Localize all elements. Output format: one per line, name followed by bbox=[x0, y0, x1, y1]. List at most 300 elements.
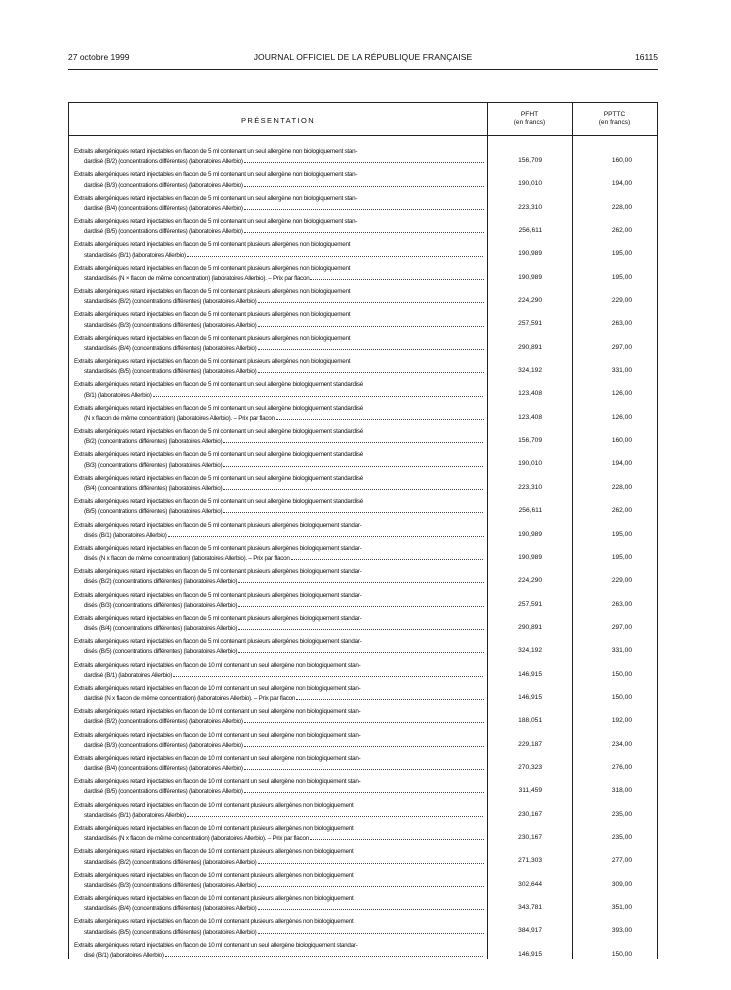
table-row bbox=[69, 661, 657, 684]
table-row bbox=[69, 170, 657, 193]
row-description-line1: Extraits allergéniques retard injectables en flacon de 5 ml contenant plusieurs allergènes non biologiquement bbox=[74, 334, 351, 342]
row-description-line2 bbox=[84, 460, 484, 470]
row-description-line2 bbox=[84, 273, 484, 283]
row-description bbox=[74, 217, 484, 236]
row-description-line2 bbox=[84, 857, 484, 867]
leader-dots bbox=[238, 646, 484, 653]
row-description-line1: Extraits allergéniques retard injectables en flacon de 10 ml contenant un seul allergène non biologiquement stan- bbox=[74, 661, 361, 669]
table-row bbox=[69, 941, 657, 964]
row-description-line2-text: (B/5) (concentrations différentes) (laboratoires Allerbio) bbox=[84, 508, 223, 516]
row-description-line1: Extraits allergéniques retard injectables en flacon de 10 ml contenant plusieurs allergènes non biologiquement bbox=[74, 918, 354, 926]
row-description-line2-wrap bbox=[84, 156, 484, 166]
row-ppttc-value: 160,00 bbox=[611, 437, 632, 445]
table-row bbox=[69, 637, 657, 660]
row-description-line1: Extraits allergéniques retard injectables en flacon de 10 ml contenant un seul allergène non biologiquement stan- bbox=[74, 778, 361, 786]
table-row bbox=[69, 380, 657, 403]
row-ppttc-value: 235,00 bbox=[611, 810, 632, 818]
row-description-line1: Extraits allergéniques retard injectables en flacon de 5 ml contenant plusieurs allergènes non biologiquement bbox=[74, 241, 351, 249]
row-description-line2 bbox=[84, 576, 484, 586]
leader-dots bbox=[153, 390, 484, 397]
row-description-line2-wrap bbox=[84, 600, 484, 610]
row-description-line2-wrap bbox=[84, 576, 484, 586]
row-ppttc-value: 150,00 bbox=[611, 670, 632, 678]
row-pfht-value: 256,611 bbox=[518, 227, 542, 235]
row-description-line1: Extraits allergéniques retard injectables en flacon de 5 ml contenant plusieurs allergènes biologiquement standar- bbox=[74, 591, 362, 599]
row-pfht-value: 190,989 bbox=[518, 553, 542, 561]
header-pfht-label: PFHT bbox=[520, 111, 539, 118]
row-description-line2-wrap bbox=[84, 483, 484, 493]
row-description-line2-wrap bbox=[84, 646, 484, 656]
table-row bbox=[69, 614, 657, 637]
leader-dots bbox=[244, 203, 484, 210]
row-description-line2 bbox=[84, 903, 484, 913]
row-description-line2 bbox=[84, 786, 484, 796]
row-description-line2-text: standardisés (N x flacon de même concentration) (laboratoires Allerbio). – Prix par flacon bbox=[84, 835, 309, 843]
row-description-line1: Extraits allergéniques retard injectables en flacon de 5 ml contenant un seul allergène biologiquement standardisé bbox=[74, 381, 363, 389]
row-ppttc-value: 195,00 bbox=[611, 530, 632, 538]
row-ppttc-value: 126,00 bbox=[611, 390, 632, 398]
table-row bbox=[69, 334, 657, 357]
row-pfht-value: 146,915 bbox=[518, 950, 542, 958]
row-description-line2-text: standardisés (B/5) (concentrations différentes) (laboratoires Allerbio) bbox=[84, 928, 257, 936]
row-description-line2 bbox=[84, 156, 484, 166]
row-description bbox=[74, 777, 484, 796]
row-ppttc-value: 262,00 bbox=[611, 507, 632, 515]
row-description-line2-text: dardisé (B/5) (concentrations différentes) (laboratoires Allerbio) bbox=[84, 788, 243, 796]
row-description-line2-wrap bbox=[84, 857, 484, 867]
row-description-line2-wrap bbox=[84, 763, 484, 773]
row-description bbox=[74, 287, 484, 306]
row-description-line2-text: disés (B/1) (laboratoires Allerbio) bbox=[84, 531, 167, 539]
row-ppttc-value: 234,00 bbox=[611, 740, 632, 748]
row-description-line2 bbox=[84, 623, 484, 633]
row-description-line2-text: dardisé (B/4) (concentrations différentes) (laboratoires Allerbio) bbox=[84, 765, 243, 773]
row-description-line1: Extraits allergéniques retard injectables en flacon de 5 ml contenant plusieurs allergènes non biologiquement bbox=[74, 264, 351, 272]
row-description bbox=[74, 754, 484, 773]
row-description bbox=[74, 591, 484, 610]
row-pfht-value: 223,310 bbox=[518, 203, 542, 211]
table-row bbox=[69, 497, 657, 520]
header-journal-title: JOURNAL OFFICIEL DE LA RÉPUBLIQUE FRANÇAISE bbox=[253, 52, 473, 62]
row-description bbox=[74, 521, 484, 540]
row-pfht-value: 146,915 bbox=[518, 693, 542, 701]
table-row bbox=[69, 310, 657, 333]
row-description-line1: Extraits allergéniques retard injectables en flacon de 5 ml contenant plusieurs allergènes non biologiquement bbox=[74, 288, 351, 296]
row-description-line2-text: disés (B/5) (concentrations différentes) (laboratoires Allerbio) bbox=[84, 648, 238, 656]
leader-dots bbox=[244, 786, 484, 793]
row-description-line2 bbox=[84, 530, 484, 540]
leader-dots bbox=[168, 530, 484, 537]
header-page-number: 16115 bbox=[634, 52, 658, 62]
row-description-line2-wrap bbox=[84, 740, 484, 750]
row-description-line2-wrap bbox=[84, 320, 484, 330]
row-description bbox=[74, 474, 484, 493]
row-description-line2-text: standardisés (B/4) (concentrations différentes) (laboratoires Allerbio) bbox=[84, 905, 257, 913]
row-ppttc-value: 229,00 bbox=[611, 297, 632, 305]
table-row bbox=[69, 357, 657, 380]
leader-dots bbox=[258, 343, 484, 350]
leader-dots bbox=[223, 483, 484, 490]
row-description-line2 bbox=[84, 833, 484, 843]
row-description-line1: Extraits allergéniques retard injectables en flacon de 5 ml contenant un seul allergène non biologiquement stan- bbox=[74, 194, 358, 202]
leader-dots bbox=[291, 553, 484, 560]
row-description bbox=[74, 450, 484, 469]
row-ppttc-value: 228,00 bbox=[611, 203, 632, 211]
row-description-line2-wrap bbox=[84, 530, 484, 540]
table-row bbox=[69, 684, 657, 707]
table-row bbox=[69, 450, 657, 473]
row-description-line2 bbox=[84, 927, 484, 937]
table-row bbox=[69, 707, 657, 730]
row-pfht-value: 311,459 bbox=[518, 787, 542, 795]
row-description-line2 bbox=[84, 413, 484, 423]
row-pfht-value: 123,408 bbox=[518, 413, 542, 421]
row-description-line1: Extraits allergéniques retard injectables en flacon de 10 ml contenant plusieurs allergènes non biologiquement bbox=[74, 895, 354, 902]
row-pfht-value: 257,591 bbox=[518, 600, 542, 608]
row-pfht-value: 229,187 bbox=[518, 740, 542, 748]
row-pfht-value: 270,323 bbox=[518, 763, 542, 771]
row-pfht-value: 384,917 bbox=[518, 927, 542, 935]
row-description-line2-text: dardisé (B/3) (concentrations différentes) (laboratoires Allerbio) bbox=[84, 741, 243, 749]
leader-dots bbox=[238, 600, 484, 607]
table-row bbox=[69, 591, 657, 614]
row-pfht-value: 146,915 bbox=[518, 670, 542, 678]
leader-dots bbox=[244, 226, 484, 233]
row-description bbox=[74, 917, 484, 936]
row-ppttc-value: 318,00 bbox=[611, 787, 632, 795]
row-ppttc-value: 351,00 bbox=[611, 904, 632, 911]
leader-dots bbox=[223, 460, 484, 467]
row-ppttc-value: 195,00 bbox=[611, 553, 632, 561]
row-pfht-value: 190,989 bbox=[518, 250, 542, 258]
leader-dots bbox=[258, 880, 484, 887]
price-table bbox=[68, 102, 658, 959]
header-pfht bbox=[487, 111, 572, 127]
row-description-line1: Extraits allergéniques retard injectables en flacon de 10 ml contenant un seul allergène non biologiquement stan- bbox=[74, 684, 361, 692]
row-description-line2-wrap bbox=[84, 413, 484, 423]
header-date: 27 octobre 1999 bbox=[68, 52, 130, 62]
row-pfht-value: 256,611 bbox=[518, 507, 542, 515]
row-description-line1: Extraits allergéniques retard injectables en flacon de 5 ml contenant un seul allergène non biologiquement stan- bbox=[74, 148, 358, 155]
row-description-line2-wrap bbox=[84, 226, 484, 236]
row-description-line1: Extraits allergéniques retard injectables en flacon de 5 ml contenant un seul allergène non biologiquement stan- bbox=[74, 218, 358, 226]
row-description-line2 bbox=[84, 646, 484, 656]
row-pfht-value: 302,644 bbox=[518, 880, 542, 888]
row-description-line2 bbox=[84, 506, 484, 516]
row-ppttc-value: 160,00 bbox=[611, 157, 632, 164]
header-ppttc bbox=[572, 111, 657, 127]
row-ppttc-value: 263,00 bbox=[611, 600, 632, 608]
row-description-line2 bbox=[84, 296, 484, 306]
row-description bbox=[74, 170, 484, 189]
row-description-line2-wrap bbox=[84, 623, 484, 633]
row-description bbox=[74, 147, 484, 166]
row-description-line2-text: standardisés (B/1) (laboratoires Allerbio) bbox=[84, 811, 186, 819]
row-description-line2-text: standardisés (B/3) (concentrations différentes) (laboratoires Allerbio) bbox=[84, 321, 257, 329]
row-description bbox=[74, 707, 484, 726]
header-pfht-unit: (en francs) bbox=[513, 119, 546, 126]
row-description-line2 bbox=[84, 693, 484, 703]
table-row bbox=[69, 801, 657, 824]
row-description-line2-text: dardisé (B/1) (laboratoires Allerbio) bbox=[84, 671, 173, 679]
row-description-line2-text: (B/3) (concentrations différentes) (laboratoires Allerbio) bbox=[84, 461, 223, 469]
leader-dots bbox=[165, 950, 484, 957]
leader-dots bbox=[258, 857, 484, 864]
leader-dots bbox=[244, 740, 484, 747]
row-ppttc-value: 297,00 bbox=[611, 623, 632, 631]
row-description-line1: Extraits allergéniques retard injectables en flacon de 5 ml contenant plusieurs allergènes non biologiquement bbox=[74, 311, 351, 319]
row-pfht-value: 188,051 bbox=[518, 717, 542, 725]
header-rule bbox=[68, 69, 658, 70]
table-row bbox=[69, 287, 657, 310]
table-row bbox=[69, 777, 657, 800]
row-description bbox=[74, 894, 484, 913]
row-description-line2-text: dardisé (B/2) (concentrations différentes) (laboratoires Allerbio) bbox=[84, 158, 243, 166]
row-description-line2 bbox=[84, 366, 484, 376]
row-description bbox=[74, 497, 484, 516]
row-description-line2-text: disés (B/3) (concentrations différentes) (laboratoires Allerbio) bbox=[84, 601, 238, 609]
leader-dots bbox=[173, 670, 484, 677]
row-pfht-value: 324,192 bbox=[518, 367, 542, 375]
row-description-line2-wrap bbox=[84, 343, 484, 353]
row-description-line2 bbox=[84, 226, 484, 236]
row-description bbox=[74, 941, 484, 960]
row-description-line1: Extraits allergéniques retard injectables en flacon de 5 ml contenant un seul allergène biologiquement standardisé bbox=[74, 404, 363, 412]
table-row bbox=[69, 847, 657, 870]
header-ppttc-unit: (en francs) bbox=[598, 119, 631, 126]
table-row bbox=[69, 544, 657, 567]
row-description-line2 bbox=[84, 600, 484, 610]
row-description-line2 bbox=[84, 740, 484, 750]
row-description-line1: Extraits allergéniques retard injectables en flacon de 10 ml contenant un seul allergène non biologiquement stan- bbox=[74, 731, 361, 739]
row-ppttc-value: 297,00 bbox=[611, 343, 632, 351]
row-description-line1: Extraits allergéniques retard injectables en flacon de 5 ml contenant un seul allergène biologiquement standardisé bbox=[74, 451, 363, 459]
row-ppttc-value: 262,00 bbox=[611, 227, 632, 235]
row-description-line2-text: (B/4) (concentrations différentes) (laboratoires Allerbio) bbox=[84, 485, 223, 493]
row-description bbox=[74, 240, 484, 259]
row-description bbox=[74, 194, 484, 213]
row-ppttc-value: 195,00 bbox=[611, 250, 632, 258]
row-description-line2-text: standardisés (B/4) (concentrations différentes) (laboratoires Allerbio) bbox=[84, 344, 257, 352]
row-description bbox=[74, 847, 484, 866]
row-description-line2-text: dardisé (B/3) (concentrations différentes) (laboratoires Allerbio) bbox=[84, 181, 243, 189]
header-presentation: PRÉSENTATION bbox=[240, 116, 316, 125]
row-description-line2-wrap bbox=[84, 203, 484, 213]
row-description-line2-text: standardisés (B/2) (concentrations différentes) (laboratoires Allerbio) bbox=[84, 858, 257, 866]
row-pfht-value: 156,709 bbox=[518, 437, 542, 445]
row-pfht-value: 290,891 bbox=[518, 343, 542, 351]
row-ppttc-value: 150,00 bbox=[611, 693, 632, 701]
row-description-line2-wrap bbox=[84, 506, 484, 516]
row-description bbox=[74, 614, 484, 633]
row-description-line2-wrap bbox=[84, 833, 484, 843]
row-description-line2-text: disé (B/1) (laboratoires Allerbio) bbox=[84, 951, 164, 959]
row-description-line2-wrap bbox=[84, 250, 484, 260]
row-description-line2-text: standardisés (B/2) (concentrations différentes) (laboratoires Allerbio) bbox=[84, 298, 257, 306]
row-description-line2 bbox=[84, 343, 484, 353]
row-description-line2-text: (B/2) (concentrations différentes) (laboratoires Allerbio) bbox=[84, 438, 223, 446]
row-description-line1: Extraits allergéniques retard injectables en flacon de 5 ml contenant plusieurs allergènes biologiquement standar- bbox=[74, 521, 362, 529]
row-description-line2 bbox=[84, 390, 484, 400]
row-description-line2-text: dardisé (B/2) (concentrations différentes) (laboratoires Allerbio) bbox=[84, 718, 243, 726]
row-description-line1: Extraits allergéniques retard injectables en flacon de 5 ml contenant un seul allergène biologiquement standardisé bbox=[74, 428, 363, 436]
row-description bbox=[74, 264, 484, 283]
row-description-line2-wrap bbox=[84, 670, 484, 680]
table-row bbox=[69, 404, 657, 427]
row-description bbox=[74, 334, 484, 353]
row-description-line2-wrap bbox=[84, 553, 484, 563]
row-description-line1: Extraits allergéniques retard injectables en flacon de 5 ml contenant plusieurs allergènes non biologiquement bbox=[74, 358, 351, 366]
leader-dots bbox=[238, 576, 484, 583]
row-description-line2-text: standardisés (B/1) (laboratoires Allerbio) bbox=[84, 251, 186, 259]
row-description bbox=[74, 824, 484, 843]
row-pfht-value: 123,408 bbox=[518, 390, 542, 398]
row-pfht-value: 223,310 bbox=[518, 483, 542, 491]
row-ppttc-value: 194,00 bbox=[611, 460, 632, 468]
leader-dots bbox=[258, 296, 484, 303]
row-description-line2-wrap bbox=[84, 950, 484, 960]
row-description-line1: Extraits allergéniques retard injectables en flacon de 5 ml contenant un seul allergène biologiquement standardisé bbox=[74, 474, 363, 482]
leader-dots bbox=[244, 180, 484, 187]
leader-dots bbox=[244, 716, 484, 723]
row-description-line1: Extraits allergéniques retard injectables en flacon de 10 ml contenant plusieurs allergènes non biologiquement bbox=[74, 801, 354, 809]
row-description-line2-text: (N x flacon de même concentration) (laboratoires Allerbio). – Prix par flacon bbox=[84, 414, 275, 422]
row-pfht-value: 324,192 bbox=[518, 647, 542, 655]
row-description-line2-wrap bbox=[84, 436, 484, 446]
row-description-line1: Extraits allergéniques retard injectables en flacon de 5 ml contenant un seul allergène biologiquement standardisé bbox=[74, 498, 363, 506]
leader-dots bbox=[310, 833, 484, 840]
row-pfht-value: 290,891 bbox=[518, 623, 542, 631]
row-pfht-value: 230,167 bbox=[518, 833, 542, 841]
table-row bbox=[69, 264, 657, 287]
row-description-line2-text: dardisé (B/4) (concentrations différentes) (laboratoires Allerbio) bbox=[84, 204, 243, 212]
row-pfht-value: 224,290 bbox=[518, 577, 542, 585]
row-description-line1: Extraits allergéniques retard injectables en flacon de 10 ml contenant un seul allergène non biologiquement stan- bbox=[74, 708, 361, 716]
leader-dots bbox=[238, 623, 484, 630]
row-description-line1: Extraits allergéniques retard injectables en flacon de 5 ml contenant plusieurs allergènes biologiquement standar- bbox=[74, 568, 362, 576]
table-header bbox=[69, 103, 657, 136]
leader-dots bbox=[244, 156, 484, 163]
row-ppttc-value: 229,00 bbox=[611, 577, 632, 585]
row-description-line2-wrap bbox=[84, 716, 484, 726]
row-description-line2-wrap bbox=[84, 390, 484, 400]
row-description-line2-text: dardisé (B/5) (concentrations différentes) (laboratoires Allerbio) bbox=[84, 228, 243, 236]
row-description-line2-text: standardisés (N × flacon de même concentration) (laboratoires Allerbio). – Prix par flacon bbox=[84, 274, 310, 282]
row-description-line2 bbox=[84, 670, 484, 680]
leader-dots bbox=[258, 320, 484, 327]
row-description-line1: Extraits allergéniques retard injectables en flacon de 10 ml contenant plusieurs allergènes non biologiquement bbox=[74, 871, 354, 879]
table-row bbox=[69, 871, 657, 894]
header-ppttc-label: PPTTC bbox=[603, 111, 626, 118]
table-row bbox=[69, 194, 657, 217]
row-description-line2-wrap bbox=[84, 296, 484, 306]
row-pfht-value: 190,010 bbox=[518, 180, 542, 188]
row-description-line2 bbox=[84, 320, 484, 330]
row-pfht-value: 190,989 bbox=[518, 273, 542, 281]
row-description-line1: Extraits allergéniques retard injectables en flacon de 10 ml contenant plusieurs allergènes non biologiquement bbox=[74, 848, 354, 856]
row-description-line2 bbox=[84, 950, 484, 960]
table-row bbox=[69, 147, 657, 170]
leader-dots bbox=[296, 693, 484, 700]
row-description bbox=[74, 357, 484, 376]
row-description-line1: Extraits allergéniques retard injectables en flacon de 10 ml contenant plusieurs allergènes non biologiquement bbox=[74, 824, 354, 832]
row-description-line2 bbox=[84, 716, 484, 726]
row-description-line2-wrap bbox=[84, 880, 484, 890]
leader-dots bbox=[258, 903, 484, 910]
table-row bbox=[69, 894, 657, 917]
row-description-line2 bbox=[84, 180, 484, 190]
row-ppttc-value: 228,00 bbox=[611, 483, 632, 491]
row-description-line2-text: (B/1) (laboratoires Allerbio) bbox=[84, 391, 152, 399]
page-header bbox=[68, 52, 658, 66]
row-ppttc-value: 276,00 bbox=[611, 763, 632, 771]
row-description bbox=[74, 661, 484, 680]
row-description-line1: Extraits allergéniques retard injectables en flacon de 10 ml contenant un seul allergène biologiquement standar- bbox=[74, 941, 358, 949]
row-description bbox=[74, 871, 484, 890]
row-description-line2 bbox=[84, 763, 484, 773]
row-description bbox=[74, 684, 484, 703]
row-description bbox=[74, 310, 484, 329]
row-description-line2-text: disés (N x flacon de même concentration) (laboratoires Allerbio). – Prix par flacon bbox=[84, 555, 290, 563]
row-description-line1: Extraits allergéniques retard injectables en flacon de 5 ml contenant plusieurs allergènes biologiquement standar- bbox=[74, 614, 362, 622]
row-description-line2-wrap bbox=[84, 273, 484, 283]
table-body bbox=[69, 147, 657, 964]
table-row bbox=[69, 427, 657, 450]
row-ppttc-value: 331,00 bbox=[611, 367, 632, 375]
row-description bbox=[74, 731, 484, 750]
row-description bbox=[74, 380, 484, 399]
row-pfht-value: 271,303 bbox=[518, 857, 542, 865]
table-row bbox=[69, 754, 657, 777]
row-pfht-value: 230,167 bbox=[518, 810, 542, 818]
row-pfht-value: 224,290 bbox=[518, 297, 542, 305]
table-row bbox=[69, 240, 657, 263]
row-description-line2-text: disés (B/2) (concentrations différentes) (laboratoires Allerbio) bbox=[84, 578, 238, 586]
row-description-line1: Extraits allergéniques retard injectables en flacon de 5 ml contenant un seul allergène non biologiquement stan- bbox=[74, 171, 358, 179]
row-description-line2-wrap bbox=[84, 810, 484, 820]
row-description-line2-text: standardisés (B/3) (concentrations différentes) (laboratoires Allerbio) bbox=[84, 881, 257, 889]
row-description-line2-wrap bbox=[84, 366, 484, 376]
row-description-line2-text: standardisés (B/5) (concentrations différentes) (laboratoires Allerbio) bbox=[84, 368, 257, 376]
row-ppttc-value: 235,00 bbox=[611, 833, 632, 841]
row-description bbox=[74, 404, 484, 423]
row-ppttc-value: 195,00 bbox=[611, 273, 632, 281]
row-description-line2-wrap bbox=[84, 903, 484, 913]
row-description-line1: Extraits allergéniques retard injectables en flacon de 5 ml contenant plusieurs allergènes biologiquement standar- bbox=[74, 544, 362, 552]
leader-dots bbox=[258, 927, 484, 934]
table-row bbox=[69, 474, 657, 497]
row-ppttc-value: 150,00 bbox=[611, 950, 632, 958]
leader-dots bbox=[244, 763, 484, 770]
leader-dots bbox=[187, 810, 484, 817]
row-description-line2-wrap bbox=[84, 786, 484, 796]
table-row bbox=[69, 567, 657, 590]
row-description-line2-text: disés (B/4) (concentrations différentes) (laboratoires Allerbio) bbox=[84, 625, 238, 633]
row-description-line2-wrap bbox=[84, 693, 484, 703]
row-description bbox=[74, 801, 484, 820]
row-description-line2-text: dardisé (N x flacon de même concentration) (laboratoires Allerbio). – Prix par flacon bbox=[84, 695, 296, 703]
leader-dots bbox=[223, 436, 484, 443]
leader-dots bbox=[276, 413, 484, 420]
row-pfht-value: 190,010 bbox=[518, 460, 542, 468]
row-ppttc-value: 277,00 bbox=[611, 857, 632, 865]
leader-dots bbox=[310, 273, 484, 280]
row-pfht-value: 190,989 bbox=[518, 530, 542, 538]
row-description-line2 bbox=[84, 483, 484, 493]
row-description-line1: Extraits allergéniques retard injectables en flacon de 5 ml contenant plusieurs allergènes biologiquement standar- bbox=[74, 638, 362, 646]
leader-dots bbox=[258, 366, 484, 373]
table-row bbox=[69, 217, 657, 240]
